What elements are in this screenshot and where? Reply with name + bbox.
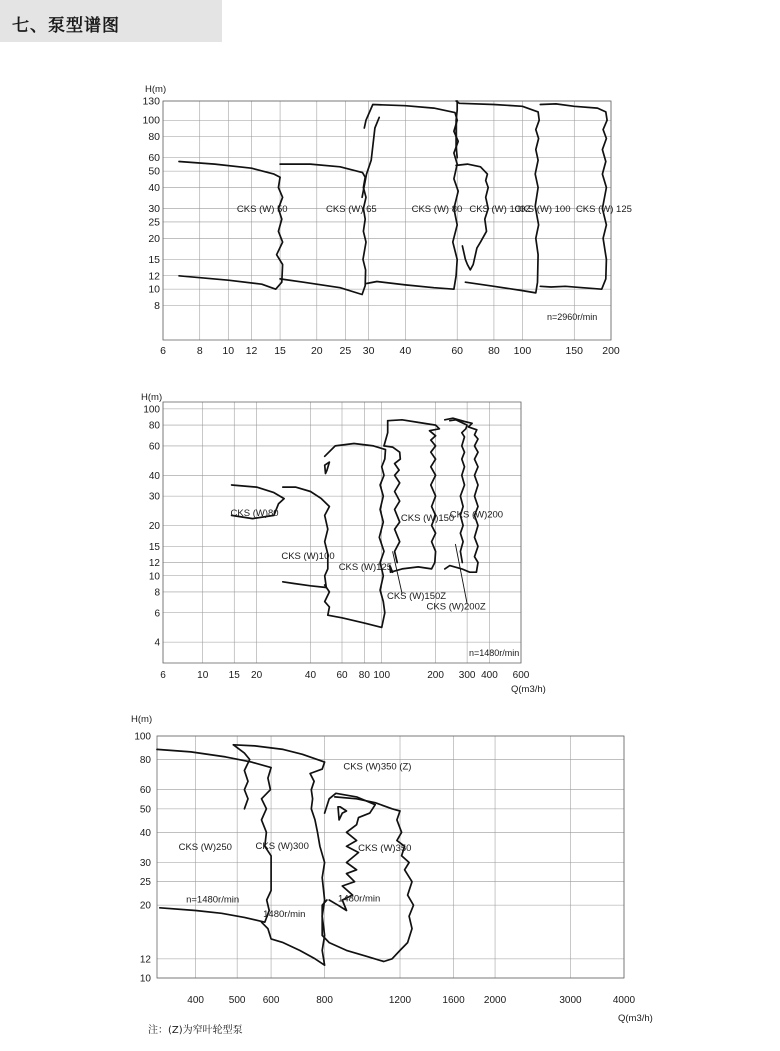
model-label: CKS (W) 100 <box>514 204 571 216</box>
y-tick-label: 8 <box>154 587 160 599</box>
y-tick-label: 20 <box>148 232 160 245</box>
pump-curve <box>456 164 488 270</box>
pump-curve <box>280 164 366 294</box>
model-label: CKS (W)150 <box>400 513 455 525</box>
model-label: CKS (W) 65 <box>326 204 377 216</box>
model-label: CKS (W)125 <box>338 561 393 573</box>
pump-curve <box>456 101 539 293</box>
y-tick-label: 30 <box>148 203 160 216</box>
speed-note: n=2960r/min <box>547 312 598 322</box>
x-tick-label: 200 <box>427 670 444 681</box>
y-tick-label: 20 <box>148 521 160 533</box>
x-tick-label: 600 <box>262 995 280 1006</box>
x-tick-label: 30 <box>362 345 375 357</box>
model-label: CKS (W)200 <box>449 509 504 521</box>
y-tick-label: 80 <box>148 420 160 432</box>
x-tick-label: 400 <box>187 995 204 1006</box>
x-tick-label: 10 <box>222 345 235 357</box>
x-tick-label: 1600 <box>442 995 465 1006</box>
model-label: 1480r/min <box>263 908 306 920</box>
model-label: n=1480r/min <box>186 894 240 906</box>
x-tick-label: 25 <box>339 345 352 357</box>
model-label: CKS (W)100 <box>281 551 335 563</box>
x-tick-label: 3000 <box>559 995 582 1006</box>
pump-curve <box>362 117 379 197</box>
pump-curve <box>283 487 330 587</box>
y-tick-label: 100 <box>143 404 160 416</box>
y-tick-label: 40 <box>148 470 160 482</box>
y-tick-label: 130 <box>142 95 160 108</box>
x-tick-label: 20 <box>310 345 323 357</box>
x-tick-label: 2000 <box>483 995 507 1006</box>
y-tick-label: 6 <box>154 608 160 620</box>
y-tick-label: 30 <box>139 858 151 870</box>
y-tick-label: 8 <box>154 300 160 313</box>
y-tick-label: 40 <box>148 181 160 194</box>
model-label: CKS (W)200Z <box>426 601 486 613</box>
x-tick-label: 600 <box>512 670 530 681</box>
y-tick-label: 60 <box>139 785 151 797</box>
y-tick-label: 10 <box>148 283 160 296</box>
x-tick-label: 6 <box>160 345 166 357</box>
speed-note: n=1480r/min <box>469 648 520 658</box>
y-tick-label: 12 <box>148 270 160 283</box>
pump-curve <box>325 444 386 628</box>
x-tick-label: 6 <box>160 670 166 681</box>
model-label: CKS (W) 80 <box>411 204 463 216</box>
x-tick-label: 8 <box>196 345 203 357</box>
x-tick-label: 300 <box>458 670 476 681</box>
pump-curve <box>450 420 467 563</box>
label-leader-line <box>393 551 403 593</box>
pump-curve <box>364 105 458 290</box>
pump-curve <box>233 745 249 809</box>
x-tick-label: 60 <box>451 345 464 357</box>
y-tick-label: 10 <box>139 973 151 985</box>
y-tick-label: 50 <box>148 165 160 178</box>
pump-curve <box>540 104 607 289</box>
y-tick-label: 25 <box>139 877 151 889</box>
model-label: CKS (W) 100Z <box>469 204 532 216</box>
y-tick-label: 15 <box>148 541 160 553</box>
y-tick-label: 30 <box>148 491 160 503</box>
x-tick-label: 100 <box>373 670 391 681</box>
y-tick-label: 80 <box>139 754 151 766</box>
y-axis-label: H(m) <box>145 84 167 95</box>
x-tick-label: 100 <box>513 345 532 357</box>
x-axis-label: Q(m3/h) <box>618 1013 653 1024</box>
pump-curve <box>179 162 283 290</box>
y-tick-label: 80 <box>148 131 160 144</box>
x-tick-label: 1200 <box>388 995 412 1006</box>
pump-curve <box>325 462 330 473</box>
x-tick-label: 60 <box>336 670 348 681</box>
x-tick-label: 800 <box>316 995 333 1006</box>
x-tick-label: 40 <box>304 670 317 681</box>
y-tick-label: 12 <box>139 954 151 966</box>
x-tick-label: 15 <box>274 345 286 357</box>
model-label: 1480r/min <box>338 893 381 905</box>
chart-2960rpm <box>142 84 631 357</box>
x-tick-label: 10 <box>197 670 209 681</box>
model-label: CKS (W)80 <box>230 507 279 519</box>
y-tick-label: 50 <box>139 804 151 816</box>
chart-1480rpm-large <box>131 714 653 1024</box>
model-label: CKS (W)350 <box>358 843 412 855</box>
model-label: CKS (W)250 <box>178 841 232 853</box>
x-tick-label: 80 <box>488 345 500 357</box>
x-tick-label: 40 <box>399 345 412 357</box>
x-tick-label: 200 <box>602 345 620 357</box>
y-tick-label: 100 <box>142 114 160 127</box>
x-tick-label: 20 <box>251 670 263 681</box>
y-tick-label: 10 <box>148 571 160 583</box>
model-label: CKS (W) 125 <box>575 204 632 216</box>
y-tick-label: 40 <box>139 827 151 839</box>
pump-curve <box>384 446 400 563</box>
y-axis-label: H(m) <box>141 392 163 403</box>
x-tick-label: 4000 <box>612 995 636 1006</box>
model-label: CKS (W)350 (Z) <box>343 761 412 773</box>
y-tick-label: 4 <box>154 637 160 649</box>
x-tick-label: 80 <box>358 670 370 681</box>
chart-1480rpm-small <box>141 392 546 695</box>
pump-curve <box>384 421 388 446</box>
x-tick-label: 400 <box>481 670 498 681</box>
y-tick-label: 100 <box>134 731 151 743</box>
x-tick-label: 150 <box>565 345 584 357</box>
y-tick-label: 12 <box>148 558 160 570</box>
x-tick-label: 500 <box>228 995 246 1006</box>
y-tick-label: 20 <box>139 900 151 912</box>
y-tick-label: 15 <box>148 253 160 266</box>
y-axis-label: H(m) <box>131 714 153 725</box>
x-axis-label: Q(m3/h) <box>511 684 546 695</box>
y-tick-label: 25 <box>148 216 160 229</box>
x-tick-label: 12 <box>245 345 258 357</box>
model-label: CKS (W) 50 <box>236 204 288 216</box>
y-tick-label: 60 <box>148 441 160 453</box>
model-label: CKS (W)150Z <box>386 591 447 603</box>
x-tick-label: 15 <box>228 670 240 681</box>
section-title: 七、泵型谱图 <box>12 16 120 36</box>
y-tick-label: 60 <box>148 152 160 165</box>
footnote: 注：(Z)为窄叶轮型泵 <box>148 1025 243 1036</box>
model-label: CKS (W)300 <box>255 841 309 853</box>
